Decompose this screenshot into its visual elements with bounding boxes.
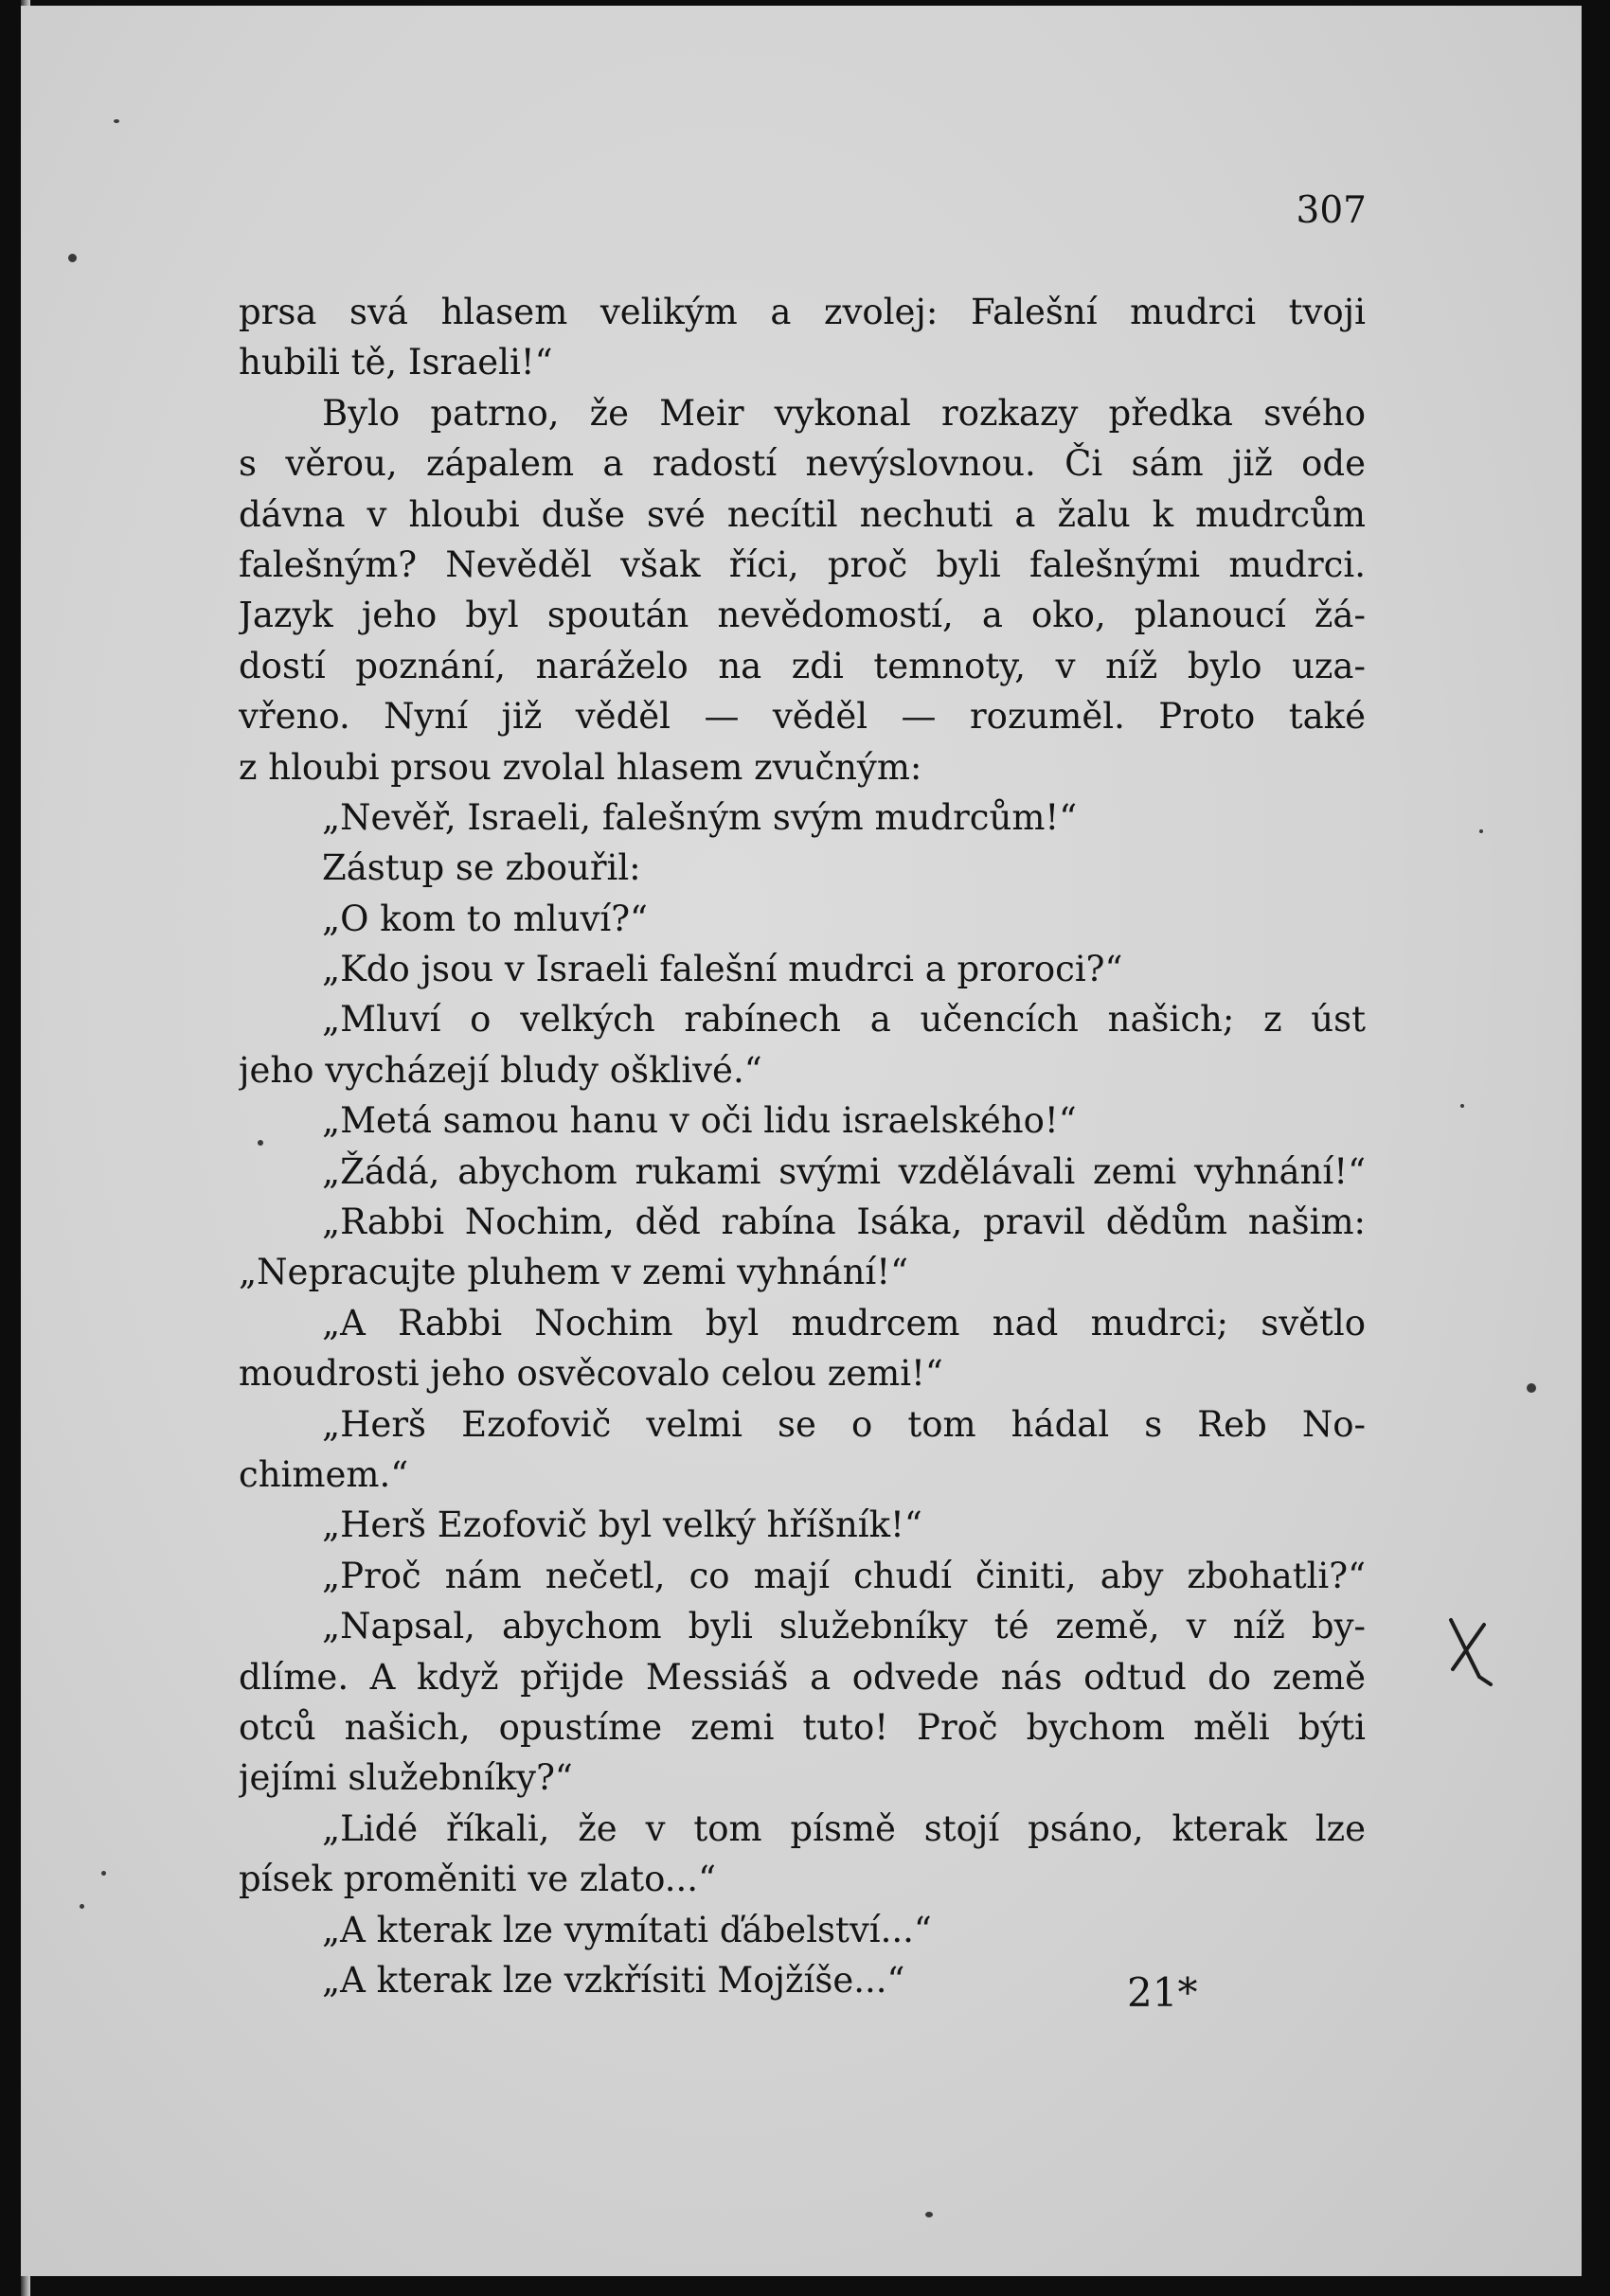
text-line: vřeno. Nyní již věděl — věděl — rozuměl. Proto také xyxy=(239,696,1366,738)
body-text xyxy=(239,287,1366,2005)
text-line: dostí poznání, naráželo na zdi temnoty, v níž bylo uza- xyxy=(239,645,1366,686)
signature-mark: 21* xyxy=(1127,1969,1198,2016)
text-line: dlíme. A když přijde Messiáš a odvede nás odtud do země xyxy=(239,1656,1366,1698)
text-line: „Herš Ezofovič velmi se o tom hádal s Reb No- xyxy=(322,1403,1366,1445)
text-line: moudrosti jeho osvěcovalo celou zemi!“ xyxy=(239,1353,943,1395)
text-line: „Herš Ezofovič byl velký hříšník!“ xyxy=(322,1504,922,1546)
ink-speck xyxy=(80,1904,84,1909)
text-line: falešným? Nevěděl však říci, proč byli falešnými mudrci. xyxy=(239,543,1366,585)
ink-speck xyxy=(925,2212,933,2217)
text-line: Bylo patrno, že Meir vykonal rozkazy předka svého xyxy=(322,392,1366,434)
text-line: „Napsal, abychom byli služebníky té země, v níž by- xyxy=(322,1606,1366,1647)
text-line: hubili tě, Israeli!“ xyxy=(239,342,553,383)
text-line: „Mluví o velkých rabínech a učencích našich; z úst xyxy=(322,999,1366,1041)
text-line: dávna v hloubi duše své necítil nechuti a žalu k mudrcům xyxy=(239,493,1366,535)
margin-cross-mark xyxy=(1441,1611,1498,1686)
ink-speck xyxy=(1460,1104,1464,1108)
text-line: prsa svá hlasem velikým a zvolej: Falešní mudrci tvoji xyxy=(239,292,1366,332)
text-line: s věrou, zápalem a radostí nevýslovnou. Či sám již ode xyxy=(239,443,1366,485)
ink-speck xyxy=(1527,1383,1536,1393)
text-line: jejími služebníky?“ xyxy=(239,1757,573,1799)
text-line: „A kterak lze vzkřísiti Mojžíše...“ xyxy=(322,1959,905,2001)
text-line: Jazyk jeho byl spoután nevědomostí, a oko, planoucí žá- xyxy=(239,595,1366,636)
text-line: Zástup se zbouřil: xyxy=(322,847,641,889)
text-line: „Proč nám nečetl, co mají chudí činiti, aby zbohatli?“ xyxy=(322,1555,1366,1596)
text-line: otců našich, opustíme zemi tuto! Proč bychom měli býti xyxy=(239,1706,1366,1748)
ink-speck xyxy=(101,1871,106,1876)
text-line: z hloubi prsou zvolal hlasem zvučným: xyxy=(239,746,922,788)
text-line: „Kdo jsou v Israeli falešní mudrci a proroci?“ xyxy=(322,949,1123,990)
text-line: „Nevěř, Israeli, falešným svým mudrcům!“ xyxy=(322,796,1078,838)
page-number: 307 xyxy=(1296,189,1367,232)
text-line: „Metá samou hanu v oči lidu israelského!“ xyxy=(322,1100,1077,1142)
text-line: jeho vycházejí bludy ošklivé.“ xyxy=(239,1049,762,1091)
text-line: „Žádá, abychom rukami svými vzdělávali zemi vyhnání!“ xyxy=(322,1150,1366,1192)
text-line: „Lidé říkali, že v tom písmě stojí psáno, kterak lze xyxy=(322,1807,1366,1849)
ink-speck xyxy=(1479,829,1483,833)
text-line: „Nepracujte pluhem v zemi vyhnání!“ xyxy=(239,1252,909,1293)
ink-speck xyxy=(68,254,77,262)
text-line: „A Rabbi Nochim byl mudrcem nad mudrci; světlo xyxy=(322,1302,1366,1344)
text-line: „A kterak lze vymítati ďábelství...“ xyxy=(322,1909,932,1950)
text-line: písek proměniti ve zlato...“ xyxy=(239,1859,716,1900)
text-line: chimem.“ xyxy=(239,1453,409,1495)
ink-speck xyxy=(114,119,119,123)
text-line: „Rabbi Nochim, děd rabína Isáka, pravil dědům našim: xyxy=(322,1201,1366,1243)
text-line: „O kom to mluví?“ xyxy=(322,898,648,939)
